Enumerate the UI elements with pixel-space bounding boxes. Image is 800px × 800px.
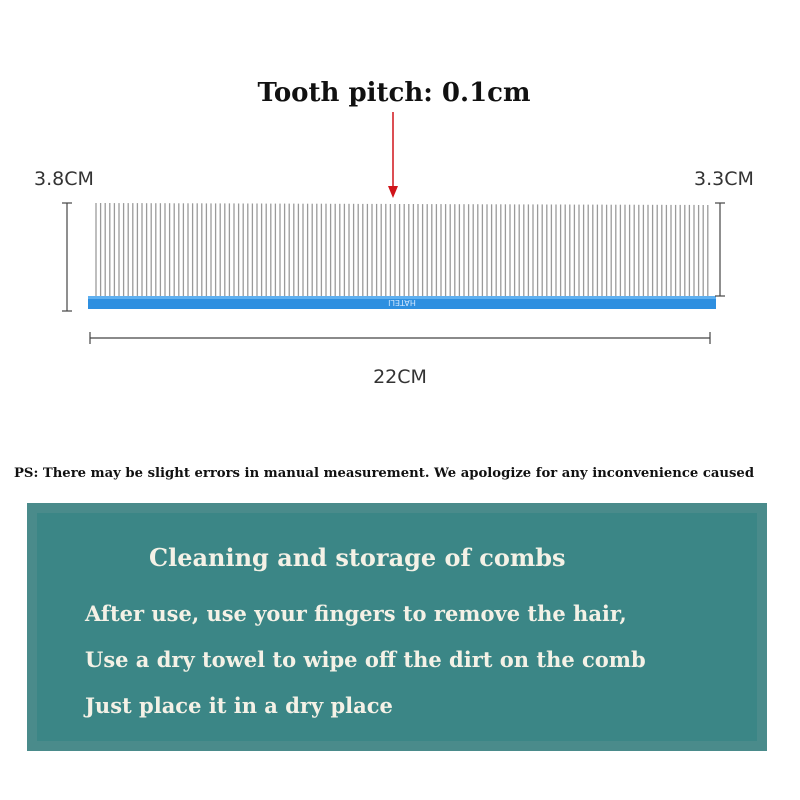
length-label: 22CM [373,366,427,388]
care-line: Just place it in a dry place [85,693,393,718]
right-height-label: 3.3CM [694,168,754,190]
left-height-label: 3.8CM [34,168,94,190]
ps-note: PS: There may be slight errors in manual measurement. We apologize for any inconvenience caused [14,466,755,481]
care-panel-inner [37,513,757,741]
pitch-arrow-icon [388,112,398,200]
care-line: After use, use your fingers to remove the hair, [85,601,627,626]
care-line: Use a dry towel to wipe off the dirt on the comb [85,647,646,672]
tooth-pitch-label: Tooth pitch: 0.1cm [257,78,531,108]
comb-brand-text: HATELI [388,298,416,307]
care-title: Cleaning and storage of combs [149,543,566,572]
left-height-dimension [62,203,72,311]
comb-teeth [96,203,708,296]
right-height-dimension [715,203,725,296]
length-dimension [90,332,710,344]
care-panel [27,503,767,751]
comb-illustration [0,190,800,350]
